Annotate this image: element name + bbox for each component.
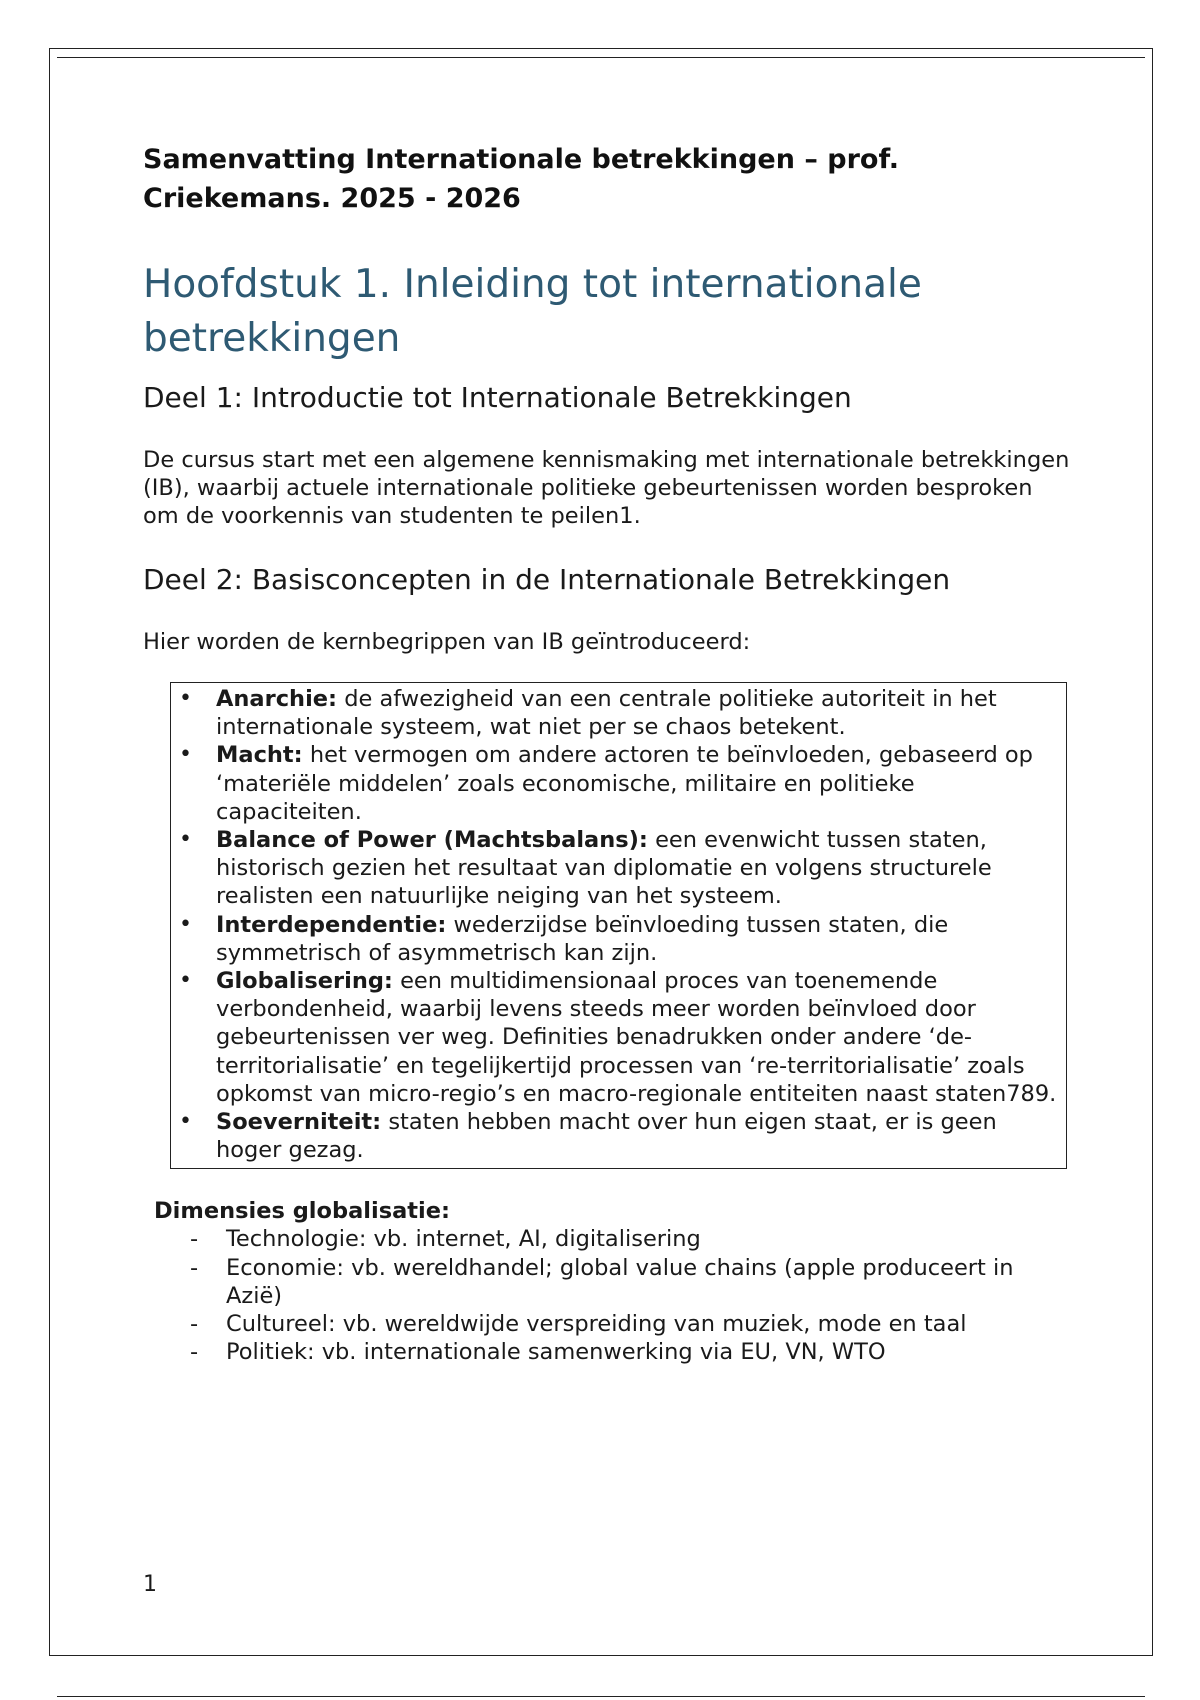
concept-term: Macht:	[216, 742, 303, 769]
page-number: 1	[143, 1572, 157, 1597]
dash-icon: -	[190, 1339, 199, 1366]
chapter-title: Hoofdstuk 1. Inleiding tot internationale betrekkingen	[143, 262, 922, 361]
concept-term: Balance of Power (Machtsbalans):	[216, 827, 648, 854]
list-item	[171, 911, 1058, 967]
list-item	[171, 1108, 1058, 1164]
next-page-top-rule	[57, 1696, 1145, 1697]
concept-definition: wederzijdse beïnvloeding tussen staten, die symmetrisch of asymmetrisch kan zijn.	[216, 911, 949, 966]
dash-icon: -	[190, 1254, 199, 1281]
dimensions-heading: Dimensies globalisatie:	[154, 1198, 450, 1225]
list-item	[171, 741, 1058, 826]
dimension-text: Economie: vb. wereldhandel; global value chains (apple produceert in Azië)	[226, 1254, 1014, 1309]
concept-term: Globalisering:	[216, 968, 393, 995]
list-item	[143, 1225, 1073, 1253]
dash-icon: -	[190, 1226, 199, 1253]
dash-icon: -	[190, 1311, 199, 1338]
bullet-icon: •	[179, 827, 192, 853]
bullet-icon: •	[179, 1109, 192, 1135]
concept-definition: staten hebben macht over hun eigen staat, er is geen hoger gezag.	[216, 1109, 997, 1164]
section-1-paragraph: De cursus start met een algemene kennismaking met internationale betrekkingen (IB), waarbij actuele internationale politieke gebeurtenissen worden besproken om de voorkennis van studenten te peilen1.	[143, 447, 1070, 529]
section-2-intro: Hier worden de kernbegrippen van IB geïntroduceerd:	[143, 629, 751, 655]
concept-term: Soeverniteit:	[216, 1109, 382, 1136]
section-2-heading: Deel 2: Basisconcepten in de Internationale Betrekkingen	[143, 563, 951, 596]
concept-definition: de afwezigheid van een centrale politieke autoriteit in het internationale systeem, wat niet per se chaos betekent.	[216, 686, 997, 741]
bullet-icon: •	[179, 911, 192, 937]
concept-definition: een multidimensionaal proces van toenemende verbondenheid, waarbij levens steeds meer worden beïnvloed door gebeurtenissen ver weg. Definities benadrukken onder andere ‘de-territorialisatie’ en tegelijkertijd processen van ‘re-territorialisatie’ zoals opkomst van micro-regio’s en macro-regionale entiteiten naast staten789.	[216, 968, 1057, 1107]
dimension-text: Politiek: vb. internationale samenwerking via EU, VN, WTO	[226, 1339, 886, 1366]
page-top-rule	[57, 57, 1145, 58]
list-item	[143, 1338, 1073, 1366]
bullet-icon: •	[179, 742, 192, 768]
list-item	[143, 1254, 1073, 1310]
section-1-heading: Deel 1: Introductie tot Internationale Betrekkingen	[143, 381, 852, 414]
concepts-list	[171, 685, 1058, 1164]
list-item	[171, 967, 1058, 1108]
concept-definition: het vermogen om andere actoren te beïnvloeden, gebaseerd op ‘materiële middelen’ zoals economische, militaire en politieke capaciteiten.	[216, 742, 1033, 825]
dimension-text: Technologie: vb. internet, AI, digitalisering	[226, 1226, 701, 1253]
document-title: Samenvatting Internationale betrekkingen – prof. Criekemans. 2025 - 2026	[143, 144, 899, 214]
bullet-icon: •	[179, 968, 192, 994]
list-item	[171, 826, 1058, 911]
list-item	[143, 1310, 1073, 1338]
dimensions-list	[143, 1225, 1073, 1366]
concept-definition: een evenwicht tussen staten, historisch gezien het resultaat van diplomatie en volgens structurele realisten een natuurlijke neiging van het systeem.	[216, 827, 992, 910]
page-content	[143, 140, 1073, 1366]
bullet-icon: •	[179, 686, 192, 711]
dimension-text: Cultureel: vb. wereldwijde verspreiding van muziek, mode en taal	[226, 1311, 967, 1338]
concept-term: Interdependentie:	[216, 911, 447, 938]
concept-term: Anarchie:	[216, 686, 338, 712]
concepts-box	[170, 682, 1067, 1169]
list-item	[171, 685, 1058, 741]
